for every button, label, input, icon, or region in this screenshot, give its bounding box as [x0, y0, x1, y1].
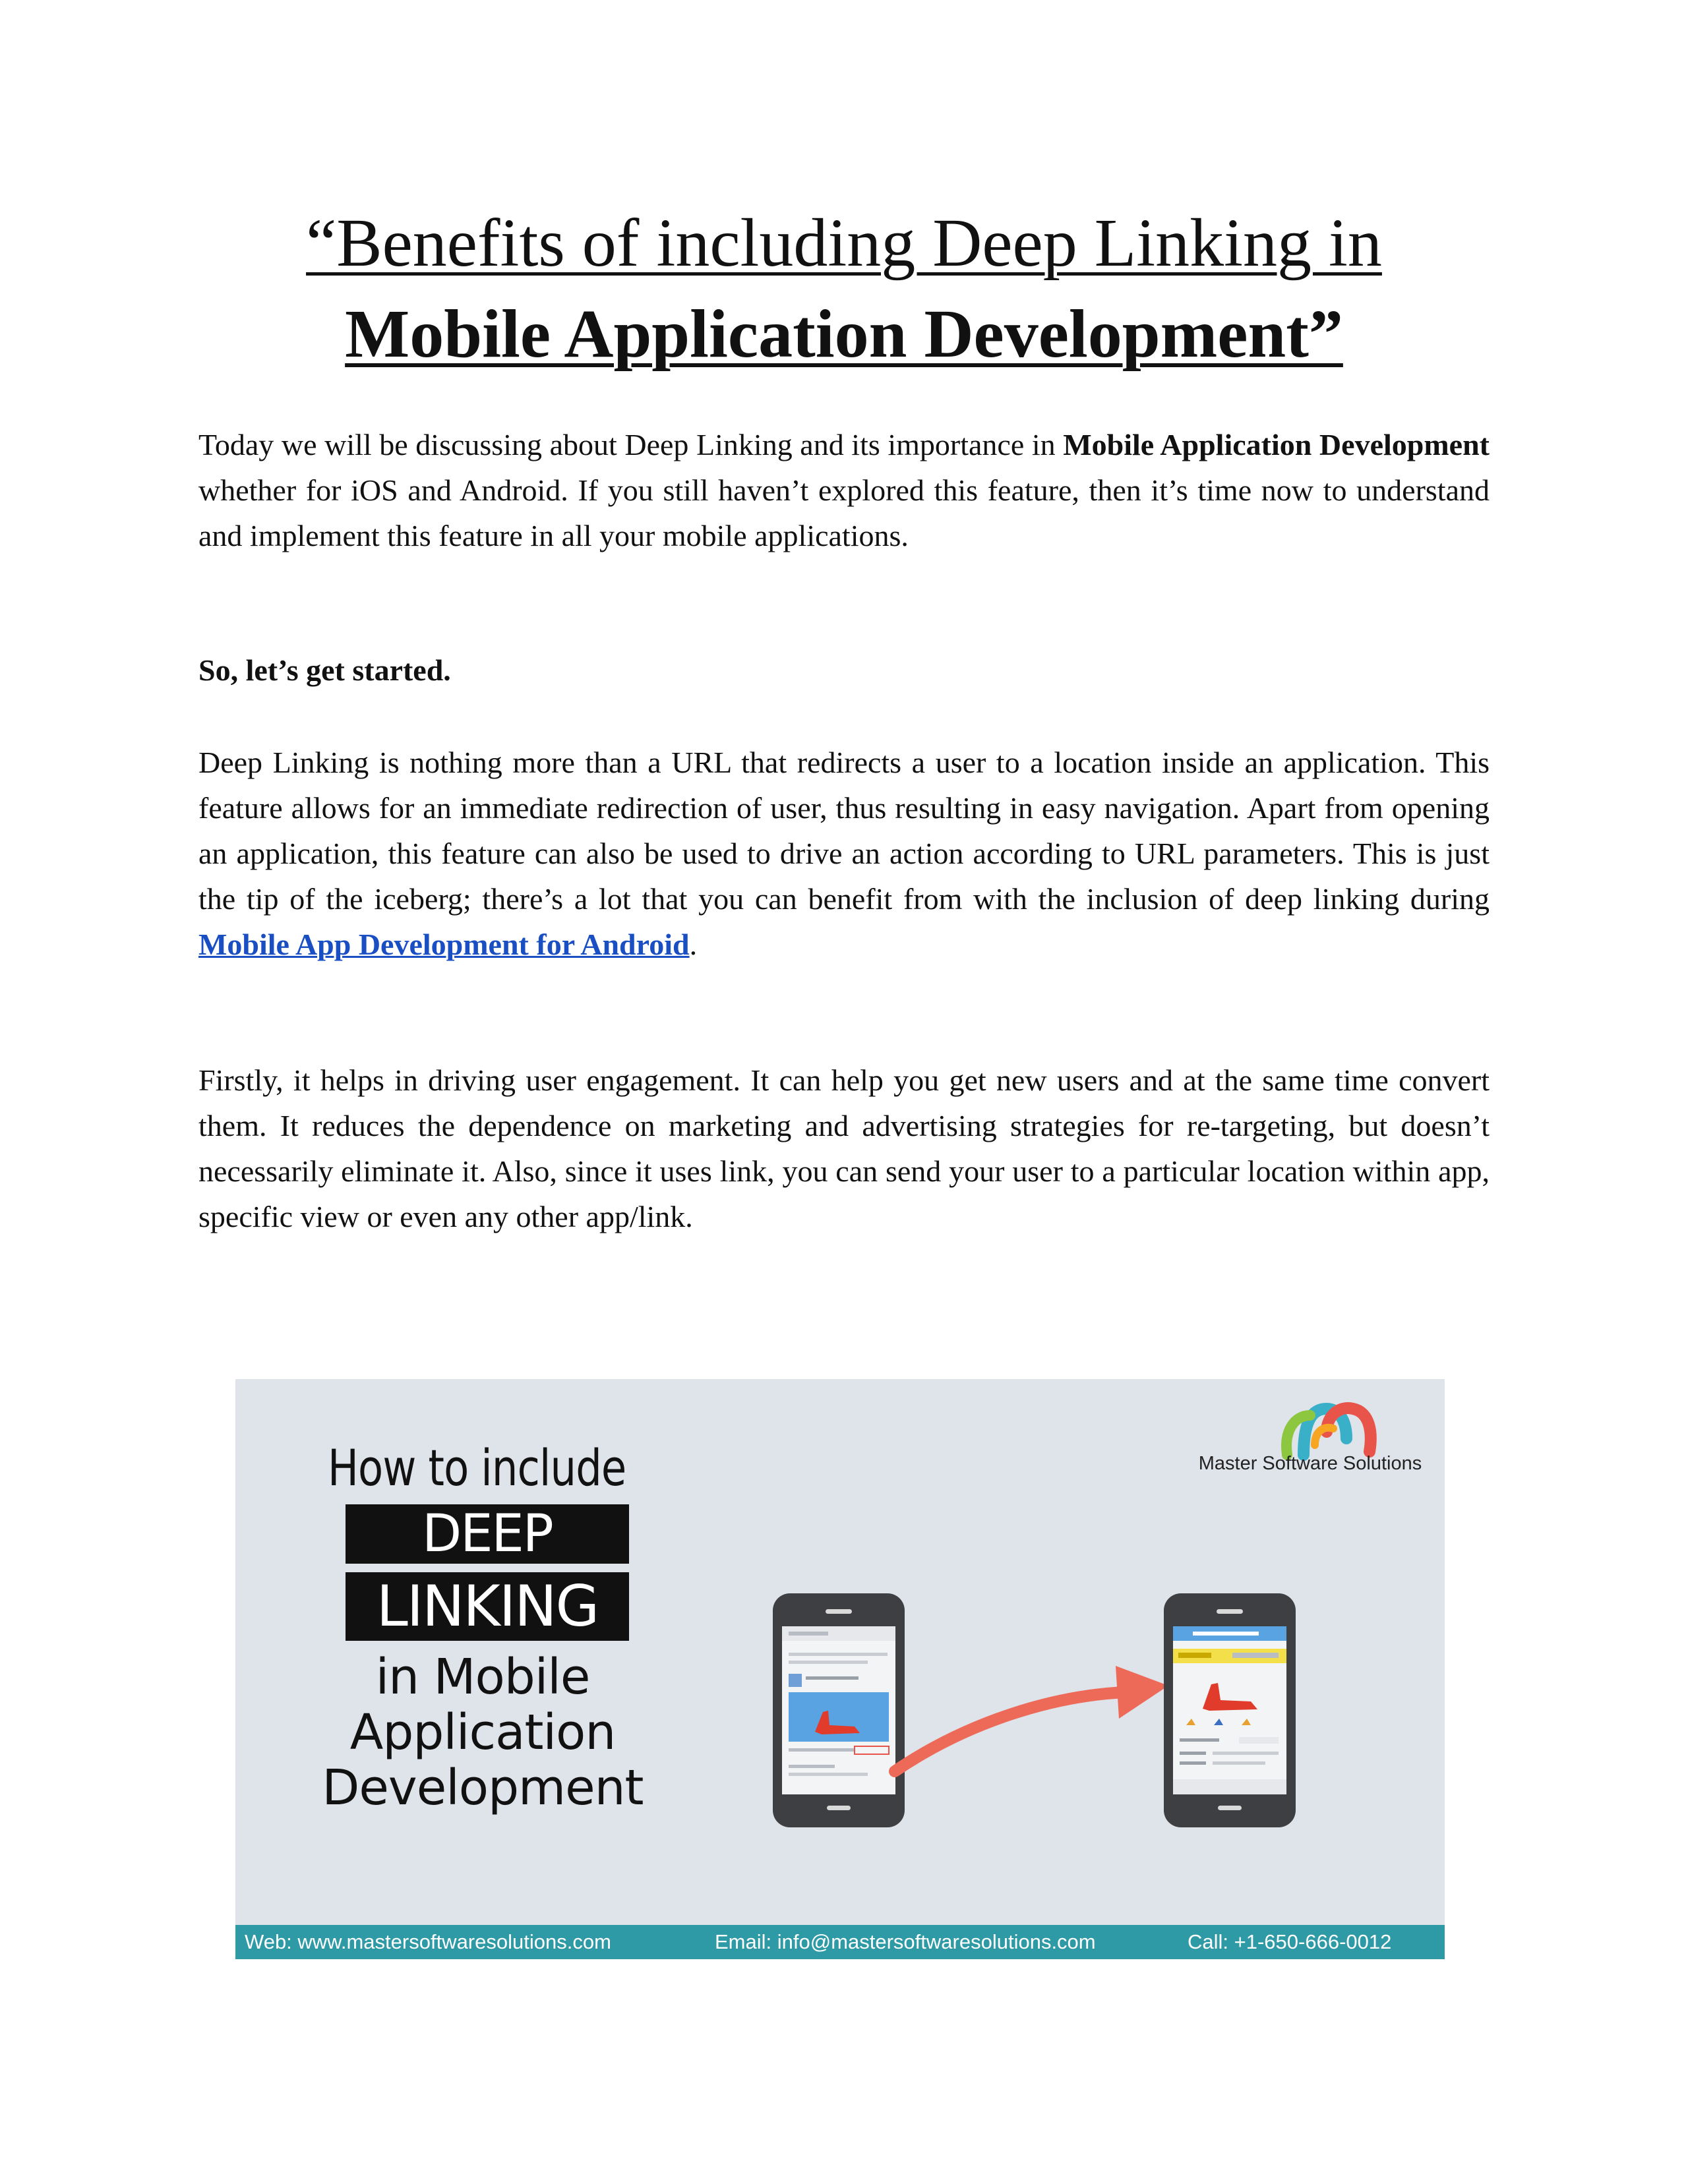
phone-home-button	[1218, 1806, 1242, 1810]
banner-contact-footer	[235, 1925, 1445, 1959]
phone-destination-illustration	[1164, 1593, 1296, 1827]
product-page-shoe-icon	[1173, 1626, 1286, 1794]
banner-application: Application	[349, 1704, 616, 1761]
banner-linking-box: LINKING	[346, 1572, 629, 1641]
title-line-2: Mobile Application Development”	[345, 296, 1343, 372]
redirect-arrow-icon	[888, 1623, 1172, 1781]
phone-home-button	[827, 1806, 851, 1810]
intro-text-start: Today we will be discussing about Deep Linking and its importance in	[198, 428, 1064, 461]
footer-web: Web: www.mastersoftwaresolutions.com	[245, 1930, 611, 1953]
start-heading: So, let’s get started.	[198, 653, 451, 687]
footer-email: Email: info@mastersoftwaresolutions.com	[715, 1930, 1096, 1953]
deep-linking-banner-image	[235, 1379, 1445, 1959]
definition-paragraph	[198, 740, 1490, 967]
definition-end: .	[689, 928, 698, 961]
intro-paragraph	[198, 422, 1490, 558]
intro-text-end: whether for iOS and Android. If you still haven’t explored this feature, then it’s time now to understand and implement this feature in all your mobile applications.	[198, 473, 1490, 552]
phone-source-illustration	[773, 1593, 905, 1827]
intro-bold-phrase: Mobile Application Development	[1063, 428, 1490, 461]
phone-screen-feed	[782, 1626, 895, 1794]
engagement-paragraph: Firstly, it helps in driving user engagement. It can help you get new users and at the same time convert them. It reduces the dependence on marketing and advertising strategies for re-targeting, but doesn’t necessarily eliminate it. Also, since it uses link, you can send your user to a particular location within app, specific view or even any other app/link.	[198, 1063, 1490, 1233]
title-line-1: “Benefits of including Deep Linking in	[306, 205, 1382, 281]
phone-speaker	[1217, 1609, 1243, 1614]
banner-development: Development	[322, 1759, 644, 1816]
banner-in-mobile: in Mobile	[375, 1649, 590, 1705]
logo-company-name: Master Software Solutions	[1198, 1453, 1422, 1474]
definition-text: Deep Linking is nothing more than a URL that redirects a user to a location inside an application. This feature allows for an immediate redirection of user, thus resulting in easy navigation. Apart from opening an application, this feature can also be used to drive an action according to URL parameters. This is just the tip of the iceberg; there’s a lot that you can benefit from with the inclusion of deep linking during	[198, 746, 1490, 916]
phone-screen-product	[1173, 1626, 1286, 1794]
banner-deep-box: DEEP	[346, 1504, 629, 1564]
phone-speaker	[826, 1609, 852, 1614]
footer-call: Call: +1-650-666-0012	[1188, 1930, 1392, 1953]
banner-how-to-include: How to include	[328, 1438, 626, 1497]
banner-subtitle	[315, 1649, 651, 1815]
android-development-link[interactable]: Mobile App Development for Android	[198, 928, 690, 961]
document-title	[198, 198, 1490, 380]
feed-post-with-shoe-icon	[782, 1626, 895, 1794]
